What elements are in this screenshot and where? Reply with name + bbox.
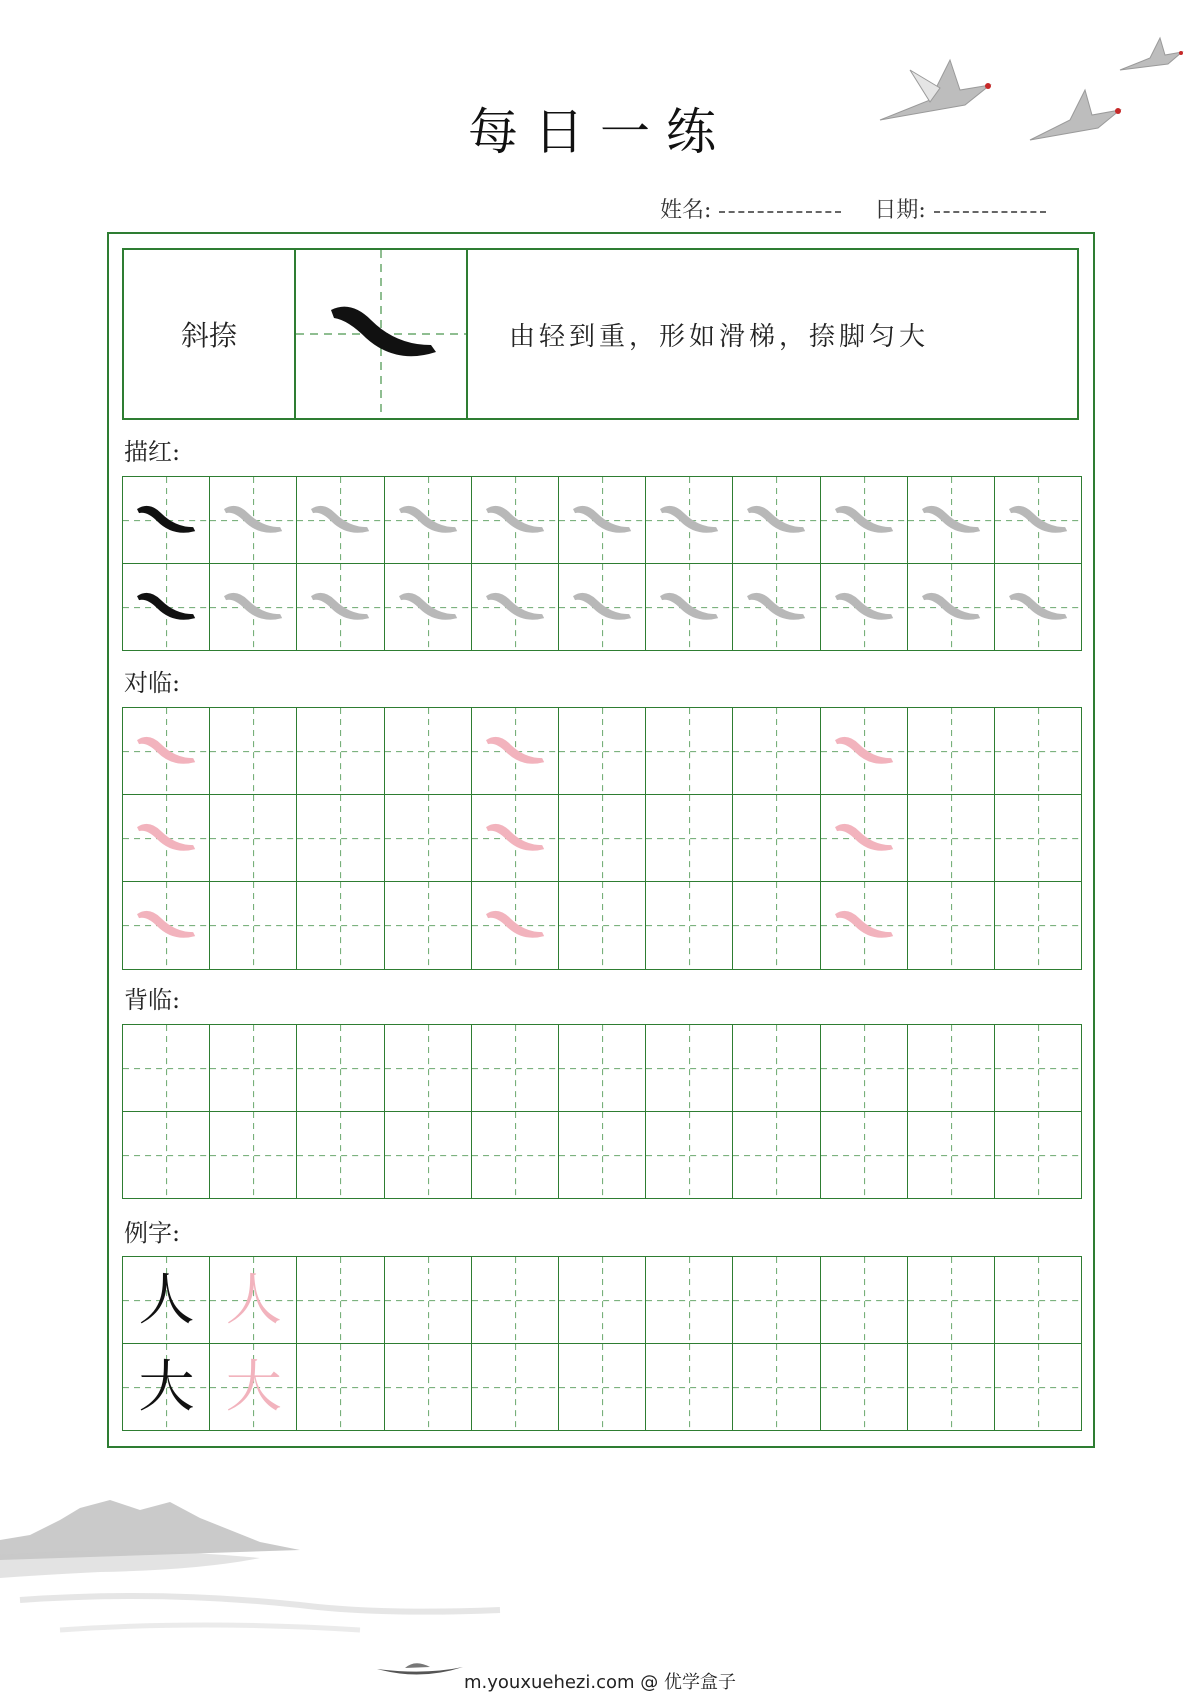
date-field[interactable] [934,211,1046,213]
grid-cell[interactable] [558,1024,646,1112]
grid-cell[interactable] [296,1111,384,1199]
grid-cell[interactable] [907,563,995,651]
grid-cell[interactable] [732,1111,820,1199]
grid-cell[interactable] [994,707,1082,795]
grid-cell[interactable] [820,881,908,969]
grid-cell[interactable] [296,1024,384,1112]
grid-cell[interactable] [645,881,733,969]
grid-cell[interactable] [732,476,820,564]
grid-cell[interactable] [209,794,297,882]
grid-cell[interactable] [645,1024,733,1112]
grid-cell[interactable] [558,1256,646,1344]
grid-cell[interactable] [645,707,733,795]
stroke-demo-cell [296,250,468,418]
stroke-description: 由轻到重，形如滑梯，捺脚匀大 [509,321,930,352]
grid-cell[interactable] [994,1343,1082,1431]
grid-cell[interactable] [296,707,384,795]
grid-cell[interactable] [994,1256,1082,1344]
section-trace-label: 描红: [124,438,181,466]
grid-cell[interactable] [994,1024,1082,1112]
grid-cell[interactable] [645,1111,733,1199]
grid-cell[interactable] [296,563,384,651]
grid-cell[interactable] [732,1256,820,1344]
grid-cell[interactable] [645,1343,733,1431]
grid-cell[interactable] [471,1024,559,1112]
grid-cell[interactable] [907,881,995,969]
grid-cell[interactable] [994,476,1082,564]
grid-cell[interactable] [209,476,297,564]
grid-cell[interactable] [296,1256,384,1344]
grid-cell[interactable] [384,707,472,795]
stroke-name: 斜捺 [124,250,296,418]
grid-cell[interactable] [471,1256,559,1344]
grid-cell[interactable] [122,1024,210,1112]
grid-cell[interactable] [296,794,384,882]
example-char-trace: 大 [225,1354,282,1420]
grid-cell[interactable] [209,881,297,969]
name-label: 姓名: [660,198,712,223]
grid-cell[interactable] [122,881,210,969]
stroke-header [122,248,1079,420]
grid-cell[interactable] [384,476,472,564]
grid-cell[interactable] [994,881,1082,969]
grid-cell[interactable] [471,881,559,969]
example-char-trace: 人 [225,1267,282,1333]
grid-cell[interactable] [122,476,210,564]
grid-cell[interactable] [820,476,908,564]
grid-cell[interactable] [820,1024,908,1112]
date-label: 日期: [874,198,926,223]
grid-cell[interactable] [471,794,559,882]
grid-cell[interactable] [820,794,908,882]
grid-cell[interactable] [209,1343,297,1431]
grid-cell[interactable] [471,1111,559,1199]
grid-cell[interactable] [122,563,210,651]
grid-cell[interactable] [820,1256,908,1344]
grid-cell[interactable] [645,476,733,564]
grid-cell[interactable] [558,1111,646,1199]
copy-grid [122,707,1081,969]
grid-cell[interactable] [820,1111,908,1199]
grid-cell[interactable] [907,1024,995,1112]
landscape-icon [0,1480,560,1680]
grid-cell[interactable] [384,1111,472,1199]
grid-cell[interactable] [296,476,384,564]
grid-cell[interactable] [122,707,210,795]
grid-cell[interactable] [384,1256,472,1344]
footer-credit: m.youxuehezi.com @ 优学盒子 [463,1672,736,1693]
grid-cell[interactable] [907,476,995,564]
grid-cell[interactable] [558,794,646,882]
grid-cell[interactable] [907,1111,995,1199]
grid-cell[interactable] [558,707,646,795]
grid-cell[interactable] [209,1024,297,1112]
falling-stroke-icon [331,307,436,357]
grid-cell[interactable] [209,1111,297,1199]
example-char: 人 [138,1267,195,1333]
grid-cell[interactable] [645,794,733,882]
grid-cell[interactable] [645,563,733,651]
grid-cell[interactable] [122,794,210,882]
grid-cell[interactable] [209,707,297,795]
grid-cell[interactable] [209,1256,297,1344]
grid-cell[interactable] [732,794,820,882]
grid-cell[interactable] [471,563,559,651]
grid-cell[interactable] [384,563,472,651]
grid-cell[interactable] [471,707,559,795]
name-field[interactable] [719,211,841,213]
grid-cell[interactable] [820,563,908,651]
grid-cell[interactable] [558,563,646,651]
grid-cell[interactable] [558,1343,646,1431]
grid-cell[interactable] [296,881,384,969]
grid-cell[interactable] [732,881,820,969]
grid-cell[interactable] [558,881,646,969]
page-title: 每日一练 [468,103,732,161]
student-info [660,193,1046,224]
grid-cell[interactable] [732,1024,820,1112]
grid-cell[interactable] [384,881,472,969]
example-char: 大 [138,1354,195,1420]
grid-cell[interactable] [820,1343,908,1431]
section-copy-label: 对临: [124,669,181,697]
grid-cell[interactable] [907,1256,995,1344]
grid-cell[interactable] [122,1256,210,1344]
grid-cell[interactable] [384,1024,472,1112]
section-examples-label: 例字: [124,1219,181,1247]
grid-cell[interactable] [122,1111,210,1199]
grid-cell[interactable] [732,707,820,795]
grid-cell[interactable] [296,1343,384,1431]
grid-cell[interactable] [471,1343,559,1431]
grid-cell[interactable] [384,794,472,882]
grid-cell[interactable] [994,1111,1082,1199]
grid-cell[interactable] [820,707,908,795]
grid-cell[interactable] [122,1343,210,1431]
grid-cell[interactable] [907,707,995,795]
grid-cell[interactable] [994,563,1082,651]
recall-grid [122,1024,1081,1198]
grid-cell[interactable] [907,1343,995,1431]
grid-cell[interactable] [732,563,820,651]
examples-grid [122,1256,1081,1430]
section-recall-label: 背临: [124,986,181,1014]
grid-cell[interactable] [645,1256,733,1344]
grid-cell[interactable] [209,563,297,651]
grid-cell[interactable] [732,1343,820,1431]
grid-cell[interactable] [994,794,1082,882]
grid-cell[interactable] [471,476,559,564]
grid-cell[interactable] [558,476,646,564]
trace-grid [122,476,1081,650]
grid-cell[interactable] [384,1343,472,1431]
grid-cell[interactable] [907,794,995,882]
